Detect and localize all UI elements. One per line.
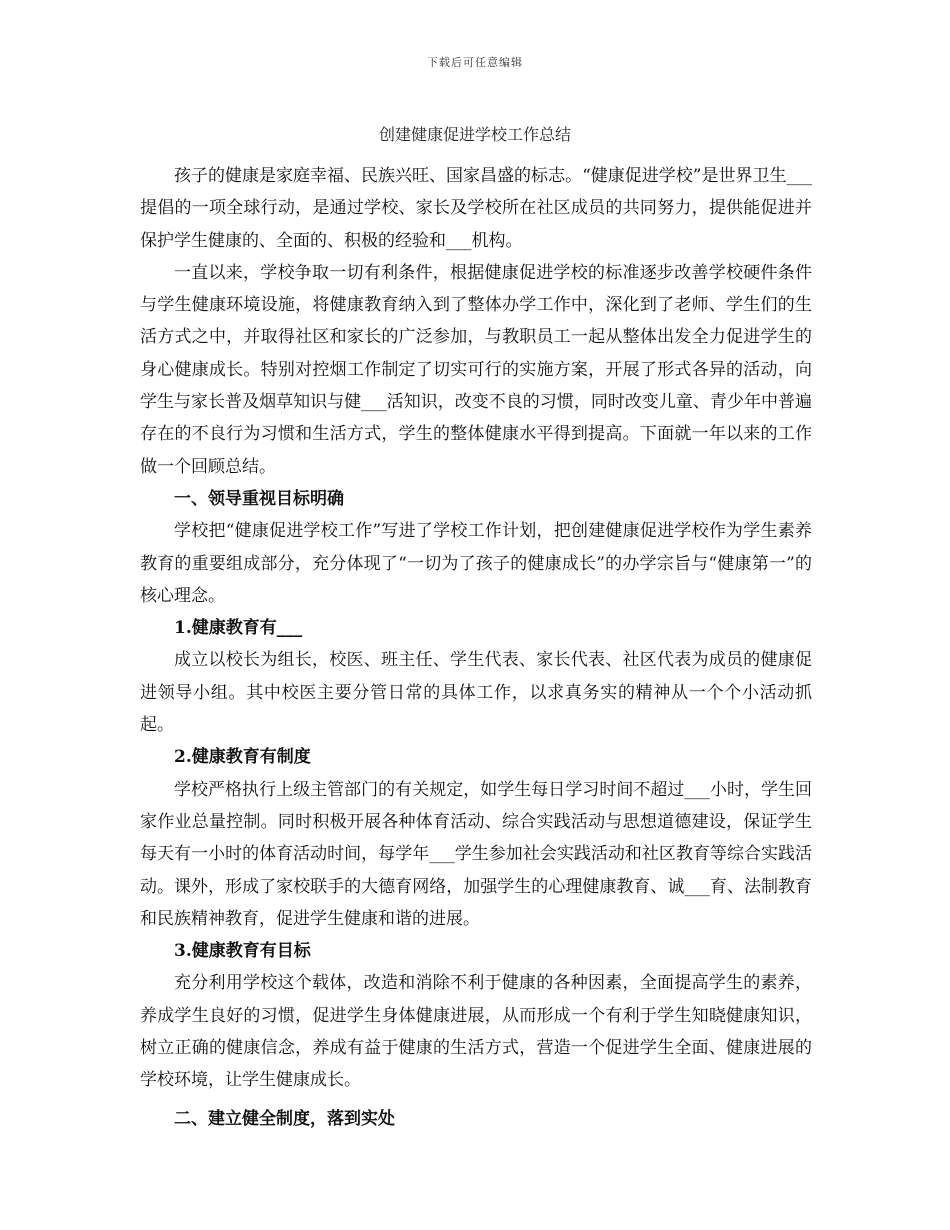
document-title: 创建健康促进学校工作总结 — [378, 125, 571, 144]
paragraph-subsection-1-3: 充分利用学校这个载体，改造和消除不利于健康的各种因素，全面提高学生的素养，养成学生良好的习惯，促进学生身体健康进展，从而形成一个有利于学生知晓健康知识，树立正确的健康信念，养成有益于健康的生活方式，营造一个促进学生全面、健康进展的学校环境，让学生健康成长。 — [140, 973, 812, 1091]
header-note: 下载后可任意编辑 — [427, 56, 523, 69]
section-heading-2: 二、建立健全制度，落到实处 — [174, 1108, 395, 1129]
paragraph-intro: 孩子的健康是家庭幸福、民族兴旺、国家昌盛的标志。“健康促进学校”是世界卫生___提倡的一项全球行动，是通过学校、家长及学校所在社区成员的共同努力，提供能促进并保护学生健康的、全面的、积极的经验和___机构。 — [140, 166, 812, 251]
paragraph-overview: 一直以来，学校争取一切有利条件，根据健康促进学校的标准逐步改善学校硬件条件与学生健康环境设施，将健康教育纳入到了整体办学工作中，深化到了老师、学生们的生活方式之中，并取得社区和家长的广泛参加，与教职员工一起从整体出发全力促进学生的身心健康成长。特别对控烟工作制定了切实可行的实施方案，开展了形式各异的活动，向学生与家长普及烟草知识与健___活知识，改变不良的习惯，同时改变儿童、青少年中普遍存在的不良行为习惯和生活方式，学生的整体健康水平得到提高。下面就一年以来的工作做一个回顾总结。 — [140, 262, 812, 477]
subheading-1-2: 2.健康教育有制度 — [174, 747, 311, 768]
paragraph-section-1: 学校把“健康促进学校工作”写进了学校工作计划，把创建健康促进学校作为学生素养教育的重要组成部分，充分体现了“一切为了孩子的健康成长”的办学宗旨与“健康第一”的核心理念。 — [140, 521, 812, 606]
subheading-1-3: 3.健康教育有目标 — [174, 941, 311, 962]
paragraph-subsection-1-2: 学校严格执行上级主管部门的有关规定，如学生每日学习时间不超过___小时，学生回家作业总量控制。同时积极开展各种体育活动、综合实践活动与思想道德建设，保证学生每天有一小时的体育活动时间，每学年___学生参加社会实践活动和社区教育等综合实践活动。课外，形成了家校联手的大德育网络，加强学生的心理健康教育、诚___育、法制教育和民族精神教育，促进学生健康和谐的进展。 — [140, 779, 812, 929]
section-heading-1: 一、领导重视目标明确 — [174, 488, 344, 509]
subheading-1-1: 1.健康教育有___ — [174, 618, 303, 639]
paragraph-subsection-1-1: 成立以校长为组长，校医、班主任、学生代表、家长代表、社区代表为成员的健康促进领导小组。其中校医主要分管日常的具体工作，以求真务实的精神从一个个小活动抓起。 — [140, 650, 812, 736]
document-body — [140, 160, 812, 1135]
